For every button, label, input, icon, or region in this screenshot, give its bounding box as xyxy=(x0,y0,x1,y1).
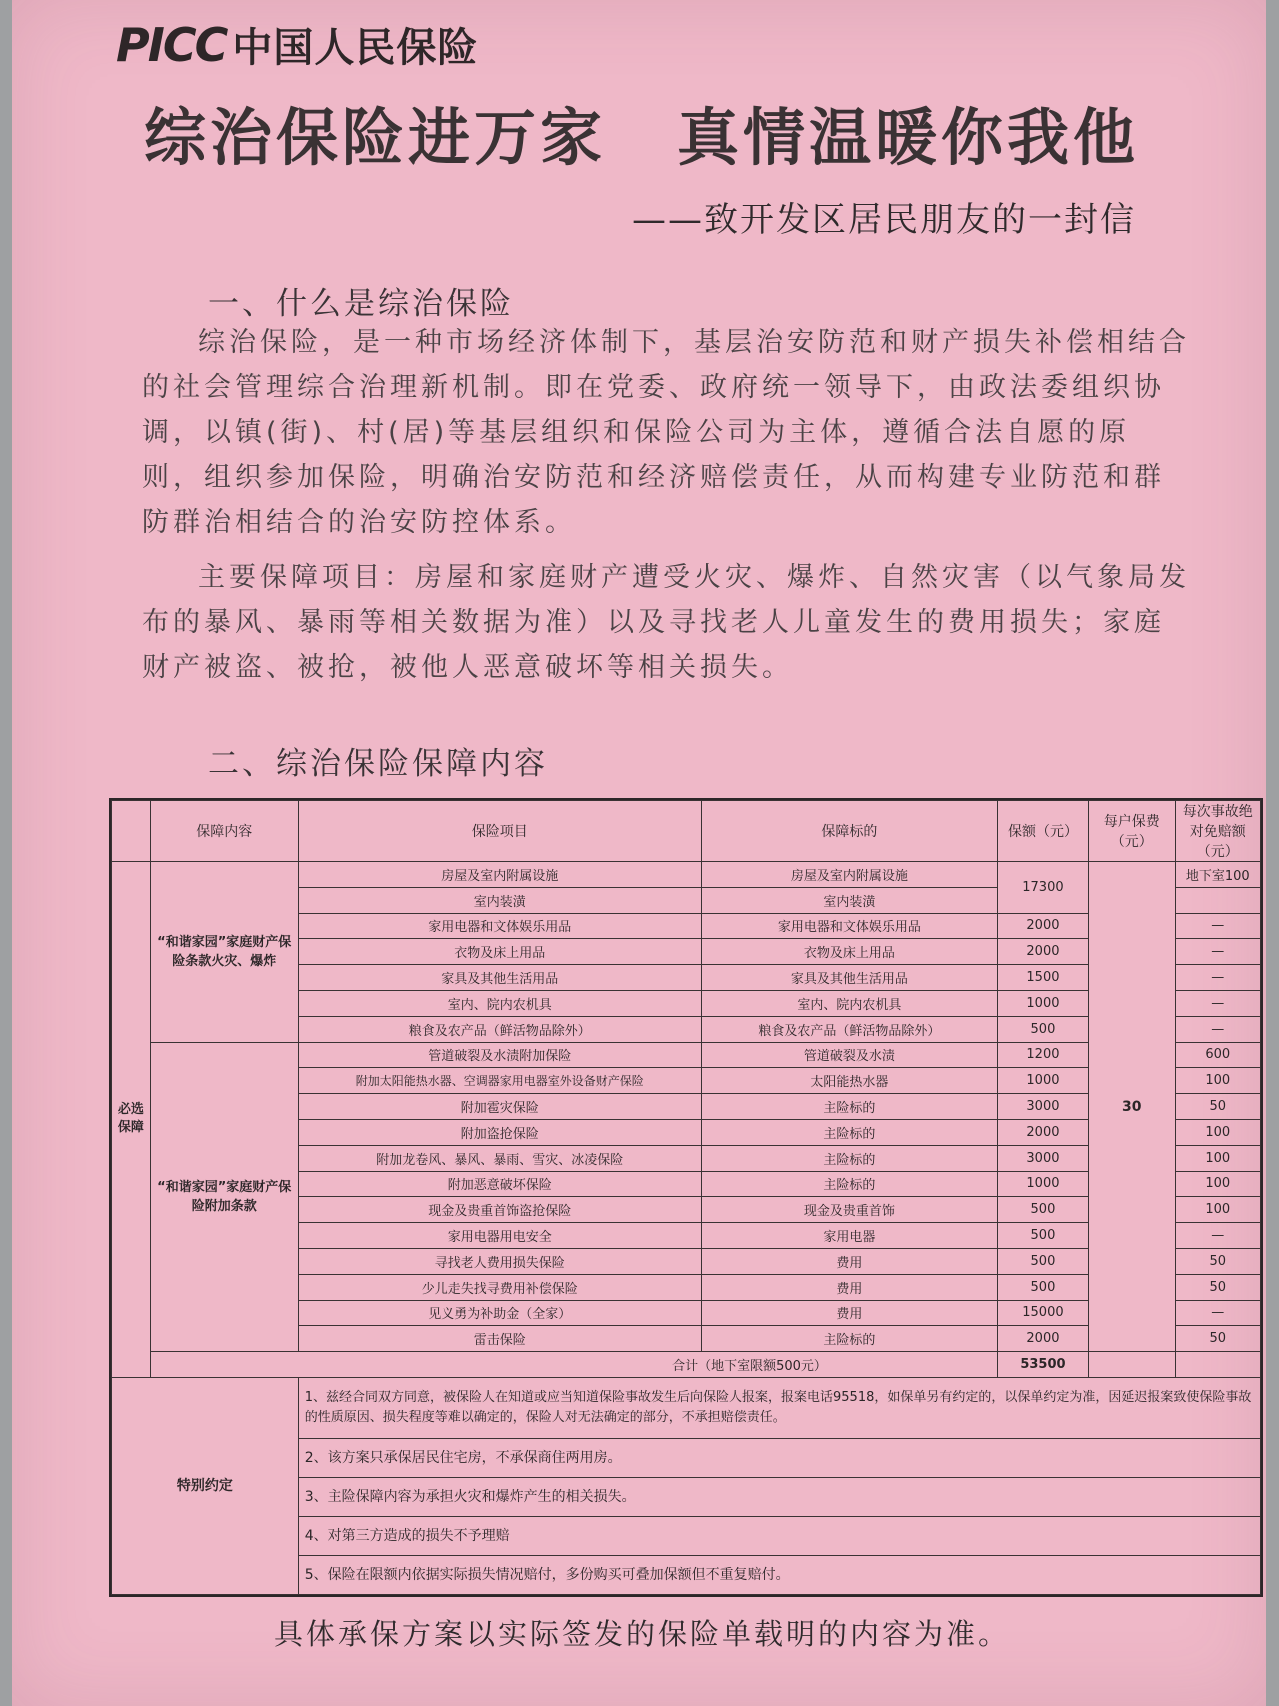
row-item: 粮食及农产品（鲜活物品除外） xyxy=(298,1016,701,1042)
section1-body xyxy=(142,320,1192,690)
row-amount: 2000 xyxy=(997,1326,1088,1352)
table-header-row xyxy=(112,801,1261,862)
group1-label: “和谐家园”家庭财产保险条款火灾、爆炸 xyxy=(150,862,298,1043)
row-subject: 主险标的 xyxy=(701,1119,997,1145)
row-item: 见义勇为补助金（全家） xyxy=(298,1300,701,1326)
row-deductible: — xyxy=(1175,939,1260,965)
header-content: 保障内容 xyxy=(150,801,298,862)
row-amount: 2000 xyxy=(997,913,1088,939)
row-subject: 费用 xyxy=(701,1248,997,1274)
row-subject: 粮食及农产品（鲜活物品除外） xyxy=(701,1016,997,1042)
row-item: 室内、院内农机具 xyxy=(298,990,701,1016)
row-amount: 1200 xyxy=(997,1042,1088,1068)
headline-right: 真情温暖你我他 xyxy=(677,101,1140,174)
row-deductible: — xyxy=(1175,965,1260,991)
total-value: 53500 xyxy=(997,1352,1088,1378)
row-subject: 主险标的 xyxy=(701,1094,997,1120)
row-item: 附加雹灾保险 xyxy=(298,1094,701,1120)
row-amount: 17300 xyxy=(997,862,1088,914)
row-subject: 衣物及床上用品 xyxy=(701,939,997,965)
row-deductible: 50 xyxy=(1175,1094,1260,1120)
row-item: 管道破裂及水渍附加保险 xyxy=(298,1042,701,1068)
row-deductible: 100 xyxy=(1175,1068,1260,1094)
row-amount: 3000 xyxy=(997,1094,1088,1120)
section2-title: 二、综治保险保障内容 xyxy=(208,746,548,782)
row-item: 附加龙卷风、暴风、暴雨、雪灾、冰凌保险 xyxy=(298,1145,701,1171)
row-subject: 家具及其他生活用品 xyxy=(701,965,997,991)
row-subject: 太阳能热水器 xyxy=(701,1068,997,1094)
logo-brand: PICC xyxy=(116,18,227,72)
row-item: 雷击保险 xyxy=(298,1326,701,1352)
special-terms xyxy=(112,1377,1261,1594)
note-1: 1、兹经合同双方同意，被保险人在知道或应当知道保险事故发生后向保险人报案，报案电话95518，如保单另有约定的，以保单约定为准，因延迟报案致使保险事故的性质原因、损失程度等难以确定的，保险人对无法确定的部分，不承担赔偿责任。 xyxy=(298,1377,1260,1438)
header-deductible: 每次事故绝对免赔额（元） xyxy=(1175,801,1260,862)
row-deductible: 600 xyxy=(1175,1042,1260,1068)
row-deductible: 50 xyxy=(1175,1248,1260,1274)
row-subject: 费用 xyxy=(701,1274,997,1300)
header-subject: 保障标的 xyxy=(701,801,997,862)
row-deductible: — xyxy=(1175,1016,1260,1042)
row-subject: 室内、院内农机具 xyxy=(701,990,997,1016)
row-amount: 1000 xyxy=(997,1171,1088,1197)
row-item: 家具及其他生活用品 xyxy=(298,965,701,991)
note-3: 3、主险保障内容为承担火灾和爆炸产生的相关损失。 xyxy=(298,1477,1260,1516)
row-item: 家用电器用电安全 xyxy=(298,1223,701,1249)
row-subject: 管道破裂及水渍 xyxy=(701,1042,997,1068)
row-subject: 费用 xyxy=(701,1300,997,1326)
row-deductible xyxy=(1175,887,1260,913)
row-deductible: 100 xyxy=(1175,1197,1260,1223)
total-row xyxy=(112,1352,1261,1378)
row-amount: 1000 xyxy=(997,1068,1088,1094)
mandatory-label: 必选保障 xyxy=(112,862,151,1378)
note-5: 5、保险在限额内依据实际损失情况赔付，多份购买可叠加保额但不重复赔付。 xyxy=(298,1555,1260,1594)
group2-label: “和谐家园”家庭财产保险附加条款 xyxy=(150,1042,298,1352)
coverage-table xyxy=(109,798,1263,1597)
subtitle: ——致开发区居民朋友的一封信 xyxy=(632,200,1136,240)
row-deductible: — xyxy=(1175,990,1260,1016)
section1-para1: 综治保险，是一种市场经济体制下，基层治安防范和财产损失补偿相结合的社会管理综合治理新机制。即在党委、政府统一领导下，由政法委组织协调，以镇(街)、村(居)等基层组织和保险公司为主体，遵循合法自愿的原则，组织参加保险，明确治安防范和经济赔偿责任，从而构建专业防范和群防群治相结合的治安防控体系。 xyxy=(142,327,1190,538)
row-amount: 500 xyxy=(997,1223,1088,1249)
row-subject: 家用电器和文体娱乐用品 xyxy=(701,913,997,939)
table-body xyxy=(112,862,1261,1378)
note-2: 2、该方案只承保居民住宅房，不承保商住两用房。 xyxy=(298,1438,1260,1477)
header-item: 保险项目 xyxy=(298,801,701,862)
row-subject: 家用电器 xyxy=(701,1223,997,1249)
header-blank xyxy=(112,801,151,862)
row-item: 家用电器和文体娱乐用品 xyxy=(298,913,701,939)
row-item: 现金及贵重首饰盗抢保险 xyxy=(298,1197,701,1223)
row-amount: 2000 xyxy=(997,1119,1088,1145)
row-deductible: 100 xyxy=(1175,1119,1260,1145)
row-deductible: 50 xyxy=(1175,1274,1260,1300)
row-amount: 500 xyxy=(997,1016,1088,1042)
total-label: 合计（地下室限额500元） xyxy=(150,1352,997,1378)
row-deductible: 100 xyxy=(1175,1145,1260,1171)
note-4: 4、对第三方造成的损失不予理赔 xyxy=(298,1516,1260,1555)
row-deductible: 地下室100 xyxy=(1175,862,1260,888)
row-item: 寻找老人费用损失保险 xyxy=(298,1248,701,1274)
row-subject: 房屋及室内附属设施 xyxy=(701,862,997,888)
row-deductible: — xyxy=(1175,1300,1260,1326)
section1-title: 一、什么是综治保险 xyxy=(208,286,514,322)
row-subject: 室内装潢 xyxy=(701,887,997,913)
header-premium: 每户保费（元） xyxy=(1089,801,1176,862)
row-deductible: — xyxy=(1175,913,1260,939)
row-item: 房屋及室内附属设施 xyxy=(298,862,701,888)
row-amount: 1000 xyxy=(997,990,1088,1016)
row-item: 衣物及床上用品 xyxy=(298,939,701,965)
row-subject: 主险标的 xyxy=(701,1145,997,1171)
row-subject: 主险标的 xyxy=(701,1326,997,1352)
row-deductible: 100 xyxy=(1175,1171,1260,1197)
letter-sheet xyxy=(12,0,1266,1706)
row-amount: 15000 xyxy=(997,1300,1088,1326)
premium-value: 30 xyxy=(1089,862,1176,1352)
row-amount: 3000 xyxy=(997,1145,1088,1171)
row-amount: 2000 xyxy=(997,939,1088,965)
header-amount: 保额（元） xyxy=(997,801,1088,862)
row-subject: 现金及贵重首饰 xyxy=(701,1197,997,1223)
row-amount: 1500 xyxy=(997,965,1088,991)
row-amount: 500 xyxy=(997,1197,1088,1223)
row-item: 附加恶意破坏保险 xyxy=(298,1171,701,1197)
row-item: 室内装潢 xyxy=(298,887,701,913)
row-item: 少儿走失找寻费用补偿保险 xyxy=(298,1274,701,1300)
special-label: 特别约定 xyxy=(112,1377,299,1594)
row-amount: 500 xyxy=(997,1274,1088,1300)
row-amount: 500 xyxy=(997,1248,1088,1274)
row-deductible: 50 xyxy=(1175,1326,1260,1352)
footer-note: 具体承保方案以实际签发的保险单载明的内容为准。 xyxy=(274,1617,1011,1651)
picc-logo xyxy=(116,16,478,73)
row-deductible: — xyxy=(1175,1223,1260,1249)
logo-text: 中国人民保险 xyxy=(232,25,479,71)
row-subject: 主险标的 xyxy=(701,1171,997,1197)
row-item: 附加太阳能热水器、空调器家用电器室外设备财产保险 xyxy=(298,1068,701,1094)
row-item: 附加盗抢保险 xyxy=(298,1119,701,1145)
headline-left: 综治保险进万家 xyxy=(144,101,607,174)
section1-para2: 主要保障项目：房屋和家庭财产遭受火灾、爆炸、自然灾害（以气象局发布的暴风、暴雨等相关数据为准）以及寻找老人儿童发生的费用损失；家庭财产被盗、被抢，被他人恶意破坏等相关损失。 xyxy=(142,562,1190,683)
